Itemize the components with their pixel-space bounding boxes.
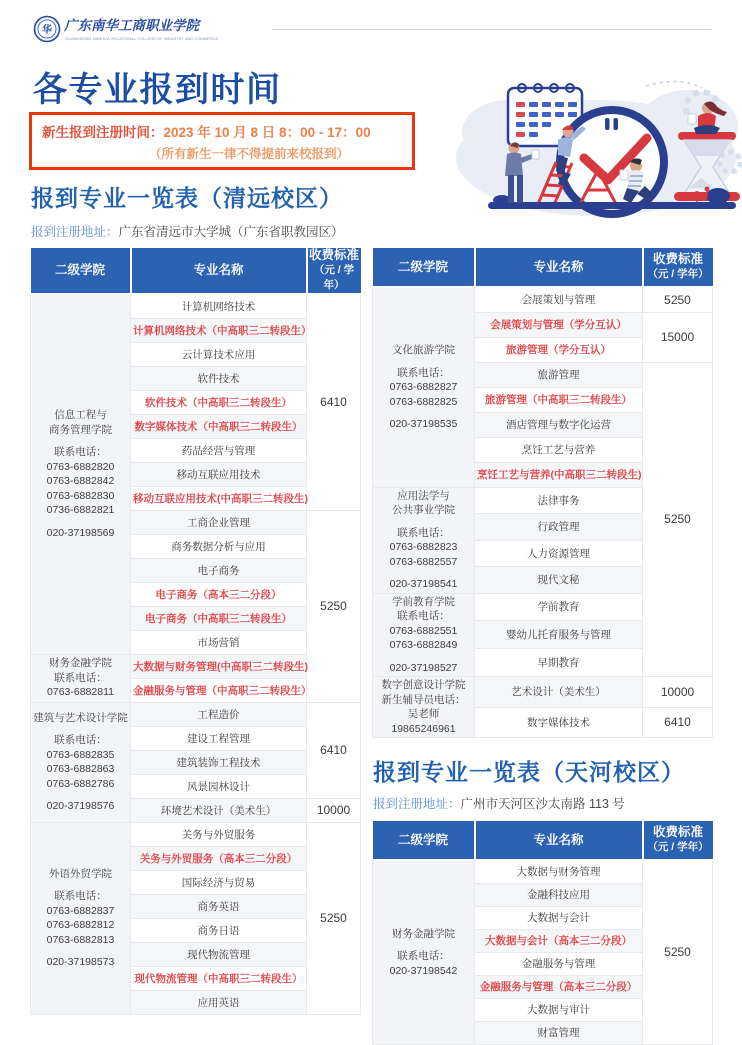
fee-cell: 10000 — [643, 677, 713, 708]
major-cell: 旅游管理 — [475, 362, 643, 387]
major-cell: 电子商务（高本三二分段） — [131, 582, 307, 606]
major-cell: 云计算技术应用 — [131, 342, 307, 366]
major-cell: 计算机网络技术 — [131, 294, 307, 318]
college-cell: 信息工程与 商务管理学院 联系电话： 0763-6882820 0763-6882842 0763-6882830 0736-6882821 020-37198569 — [31, 294, 131, 654]
svg-text:华: 华 — [42, 25, 52, 36]
major-cell: 人力资源管理 — [475, 540, 643, 567]
major-cell: 关务与外贸服务（高本三二分段） — [131, 846, 307, 870]
major-cell: 商务英语 — [131, 894, 307, 918]
major-cell: 商务日语 — [131, 918, 307, 942]
college-logo — [32, 12, 262, 48]
fee-cell: 15000 — [643, 312, 713, 362]
major-cell: 应用英语 — [131, 990, 307, 1014]
college-cell: 财务金融学院 联系电话： 020-37198542 — [373, 860, 475, 1044]
major-cell: 移动互联应用技术(中高职三二转段生) — [131, 486, 307, 510]
table-tianhe — [372, 821, 712, 1045]
header-divider — [272, 29, 712, 30]
fee-cell: 6410 — [307, 702, 361, 798]
brand-subname: GUANGDONG NANHUA VOCATIONAL COLLEGE OF INDUSTRY AND COMMERCE — [65, 36, 219, 41]
fee-cell: 5250 — [307, 510, 361, 702]
section-tianhe-title: 报到专业一览表（天河校区） — [373, 759, 685, 785]
table-row — [31, 822, 361, 846]
fee-cell: 5250 — [643, 860, 713, 1044]
major-cell: 数字媒体技术（中高职三二转段生） — [131, 414, 307, 438]
registration-time-notice — [29, 112, 415, 170]
brand-header — [0, 0, 742, 48]
college-cell: 文化旅游学院 联系电话： 0763-6882827 0763-6882825 020-37198535 — [373, 287, 475, 487]
notice-time: 2023 年 10 月 8 日 8：00 - 17：00 — [163, 125, 371, 140]
fee-cell: 6410 — [643, 707, 713, 738]
major-cell: 大数据与审计 — [475, 998, 643, 1021]
major-cell: 国际经济与贸易 — [131, 870, 307, 894]
notice-label: 新生报到注册时间： — [42, 125, 164, 140]
section-tianhe-address — [373, 794, 712, 812]
major-cell: 大数据与会计（高本三二分段） — [475, 929, 643, 952]
major-cell: 旅游管理（中高职三二转段生） — [475, 387, 643, 412]
major-cell: 商务数据分析与应用 — [131, 534, 307, 558]
college-column-header: 二级学院 — [31, 248, 131, 294]
major-cell: 烹饪工艺与营养(中高职三二转段生) — [475, 462, 643, 487]
major-cell: 数字媒体技术 — [475, 707, 643, 738]
major-cell: 早期教育 — [475, 649, 643, 677]
table-qingyuan-left-grid — [30, 248, 361, 1015]
table-row — [373, 287, 713, 312]
major-cell: 会展策划与管理 — [475, 287, 643, 312]
major-cell: 旅游管理（学分互认） — [475, 337, 643, 362]
college-cell: 财务金融学院 联系电话： 0763-6882811 — [31, 654, 131, 702]
major-cell: 药品经营与管理 — [131, 438, 307, 462]
major-cell: 市场营销 — [131, 630, 307, 654]
major-cell: 软件技术（中高职三二转段生） — [131, 390, 307, 414]
major-column-header: 专业名称 — [475, 821, 643, 860]
major-cell: 风景园林设计 — [131, 774, 307, 798]
notice-time-line — [42, 121, 404, 141]
fee-cell: 5250 — [643, 362, 713, 677]
page-title: 各专业报到时间 — [33, 71, 282, 109]
major-cell: 大数据与财务管理 — [475, 860, 643, 883]
fee-column-header: 收费标准 （元 / 学年） — [307, 248, 361, 294]
major-cell: 建筑装饰工程技术 — [131, 750, 307, 774]
table-tianhe-grid — [372, 821, 713, 1045]
major-cell: 艺术设计（美术生） — [475, 677, 643, 708]
address-label: 报到注册地址： — [31, 225, 119, 239]
fee-column-header: 收费标准 （元 / 学年） — [643, 248, 713, 287]
table-qingyuan-right — [372, 248, 712, 738]
table-row — [373, 860, 713, 883]
address-value: 广州市天河区沙太南路 113 号 — [460, 797, 625, 811]
college-cell: 数字创意设计学院 新生辅导员电话： 吴老师 19865246961 — [373, 677, 475, 738]
fee-column-header: 收费标准 （元 / 学年） — [643, 821, 713, 860]
major-cell: 大数据与会计 — [475, 906, 643, 929]
table-qingyuan-left — [30, 248, 360, 1015]
major-cell: 关务与外贸服务 — [131, 822, 307, 846]
major-cell: 大数据与财务管理(中高职三二转段生) — [131, 654, 307, 678]
tables-area — [30, 248, 712, 1045]
table-row — [31, 702, 361, 726]
college-cell: 学前教育学院 联系电话： 0763-6882551 0763-6882849 020-37198527 — [373, 593, 475, 677]
major-column-header: 专业名称 — [475, 248, 643, 287]
college-cell: 外语外贸学院 联系电话： 0763-6882837 0763-6882812 0763-6882813 020-37198573 — [31, 822, 131, 1014]
fee-cell: 5250 — [307, 822, 361, 1014]
major-cell: 计算机网络技术（中高职三二转段生） — [131, 318, 307, 342]
major-cell: 建设工程管理 — [131, 726, 307, 750]
major-cell: 会展策划与管理（学分互认） — [475, 312, 643, 337]
address-label: 报到注册地址： — [373, 797, 461, 811]
brand-name: 广东南华工商职业学院 — [64, 18, 199, 33]
major-cell: 烹饪工艺与营养 — [475, 437, 643, 462]
section-tianhe — [373, 754, 712, 812]
college-column-header: 二级学院 — [373, 248, 475, 287]
major-cell: 酒店管理与数字化运营 — [475, 412, 643, 437]
major-cell: 现代物流管理（中高职三二转段生） — [131, 966, 307, 990]
major-cell: 金融服务与管理 — [475, 952, 643, 975]
table-row — [373, 677, 713, 708]
fee-cell: 10000 — [307, 798, 361, 822]
major-cell: 法律事务 — [475, 487, 643, 514]
major-cell: 财富管理 — [475, 1021, 643, 1044]
section-qingyuan-address — [31, 222, 451, 240]
major-column-header: 专业名称 — [131, 248, 307, 294]
notice-note: （所有新生一律不得提前来校报到） — [148, 147, 349, 161]
table-qingyuan-right-grid — [372, 248, 713, 738]
table-row — [31, 294, 361, 318]
major-cell: 软件技术 — [131, 366, 307, 390]
major-cell: 行政管理 — [475, 514, 643, 541]
major-cell: 婴幼儿托育服务与管理 — [475, 621, 643, 649]
major-cell: 学前教育 — [475, 593, 643, 621]
major-cell: 环境艺术设计（美术生） — [131, 798, 307, 822]
major-cell: 现代文秘 — [475, 567, 643, 594]
major-cell: 金融科技应用 — [475, 883, 643, 906]
major-cell: 金融服务与管理（中高职三二转段生） — [131, 678, 307, 702]
section-qingyuan — [31, 180, 451, 240]
college-column-header: 二级学院 — [373, 821, 475, 860]
major-cell: 工商企业管理 — [131, 510, 307, 534]
college-cell: 建筑与艺术设计学院 联系电话： 0763-6882835 0763-6882863 0763-6882786 020-37198576 — [31, 702, 131, 822]
time-management-illustration — [450, 74, 742, 224]
major-cell: 工程造价 — [131, 702, 307, 726]
address-value: 广东省清远市大学城（广东省职教园区） — [118, 225, 344, 239]
section-qingyuan-title: 报到专业一览表（清远校区） — [31, 185, 343, 211]
college-cell: 应用法学与 公共事业学院 联系电话： 0763-6882823 0763-6882557 020-37198541 — [373, 487, 475, 593]
fee-cell: 6410 — [307, 294, 361, 510]
fee-cell: 5250 — [643, 287, 713, 312]
major-cell: 电子商务（中高职三二转段生） — [131, 606, 307, 630]
major-cell: 移动互联应用技术 — [131, 462, 307, 486]
major-cell: 现代物流管理 — [131, 942, 307, 966]
major-cell: 电子商务 — [131, 558, 307, 582]
major-cell: 金融服务与管理（高本三二分段） — [475, 975, 643, 998]
